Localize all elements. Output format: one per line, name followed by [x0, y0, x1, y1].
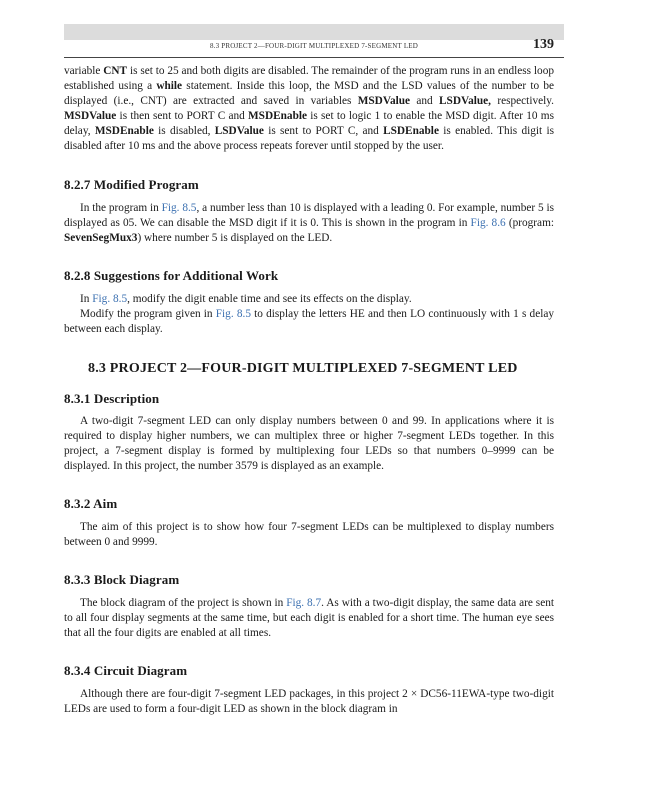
running-head [64, 37, 564, 56]
suggestions-paragraph-1: In Fig. 8.5, modify the digit enable time and see its effects on the display. [80, 293, 412, 305]
circuit-diagram-paragraph: Although there are four-digit 7-segment LED packages, in this project 2 × DC56-11EWA-type two-digit LEDs are used to form a four-digit LED as shown in the block diagram in [64, 688, 554, 715]
heading-8-3-2: 8.3.2 Aim [64, 496, 118, 511]
heading-8-3-3: 8.3.3 Block Diagram [64, 572, 180, 587]
suggestions-paragraph-2: Modify the program given in Fig. 8.5 to display the letters HE and then LO continuously with 1 s delay between each display. [64, 308, 555, 335]
top-bar [64, 24, 564, 40]
block-diagram-paragraph: The block diagram of the project is shown in Fig. 8.7. As with a two-digit display, the same data are sent to all four display segments at the same time, but each digit is enabled for a short time. The human eye sees that all the four digits are enabled at all times. [64, 597, 554, 639]
heading-8-2-7: 8.2.7 Modified Program [64, 177, 199, 192]
heading-8-3-4: 8.3.4 Circuit Diagram [64, 663, 188, 678]
fig-8-6-link[interactable]: Fig. 8.6 [470, 217, 506, 229]
heading-8-2-8: 8.2.8 Suggestions for Additional Work [64, 268, 279, 283]
intro-paragraph: variable CNT is set to 25 and both digits are disabled. The remainder of the program runs in an endless loop established using a while statement. Inside this loop, the MSD and the LSD values of the number to be displayed (i.e., CNT) are extracted and saved in variables MSDValue and LSDValue, respectively. MSDValue is then sent to PORT C and MSDEnable is set to logic 1 to enable the MSD digit. After 10 ms delay, MSDEnable is disabled, LSDValue is sent to PORT C, and LSDEnable is enabled. This digit is disabled after 10 ms and the above process repeats forever until stopped by the user. [64, 65, 555, 152]
fig-8-5-link[interactable]: Fig. 8.5 [215, 308, 251, 320]
heading-8-3-1: 8.3.1 Description [64, 391, 160, 406]
fig-8-7-link[interactable]: Fig. 8.7 [286, 597, 322, 609]
fig-8-5-link[interactable]: Fig. 8.5 [161, 202, 197, 214]
modified-program-paragraph: In the program in Fig. 8.5, a number less than 10 is displayed with a leading 0. For example, number 5 is displayed as 05. We can disable the MSD digit if it is 0. This is shown in the program in Fig. 8.6 (program: SevenSegMux3) where number 5 is displayed on the LED. [64, 202, 554, 244]
fig-8-5-link[interactable]: Fig. 8.5 [92, 293, 128, 305]
page-number: 139 [533, 37, 554, 52]
running-head-title: 8.3 PROJECT 2—FOUR-DIGIT MULTIPLEXED 7-SEGMENT LED [209, 42, 419, 50]
page-body [64, 64, 554, 717]
description-paragraph: A two-digit 7-segment LED can only display numbers between 0 and 99. In applications where it is required to display higher numbers, we can multiplex three or higher 7-segment LEDs together. In this project, a 7-segment display is formed by multiplexing four LEDs so that numbers 0–9999 can be displayed. In this project, the number 3579 is displayed as an example. [64, 415, 554, 472]
aim-paragraph: The aim of this project is to show how four 7-segment LEDs can be multiplexed to display numbers between 0 and 9999. [64, 521, 554, 548]
heading-8-3: 8.3 PROJECT 2—FOUR-DIGIT MULTIPLEXED 7-SEGMENT LED [88, 361, 518, 376]
header-rule [64, 57, 564, 58]
